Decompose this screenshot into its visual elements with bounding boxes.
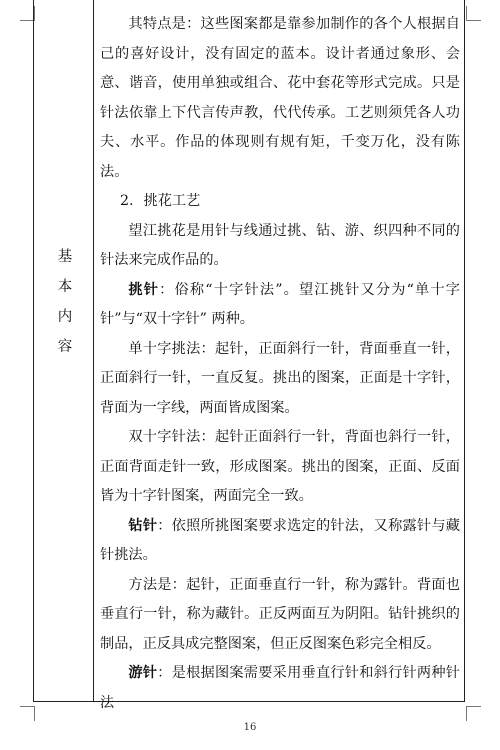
paragraph-double-cross: 双十字针法：起针正面斜行一针，背面也斜行一针，正面背面走针一致，形成图案。挑出的图案，正面、反面皆为十字针图案，两面完全一致。 [100, 429, 460, 504]
row-label-char: 基 [57, 249, 73, 265]
paragraph-youzhen [100, 659, 460, 718]
row-label-char: 容 [57, 339, 73, 355]
crop-mark-bottom-right [466, 706, 481, 721]
paragraph-intro: 望江挑花是用针与线通过挑、钻、游、织四种不同的针法来完成作品的。 [100, 222, 460, 268]
crop-mark-bottom-left [20, 706, 35, 721]
paragraph-zuanzhen [100, 512, 460, 571]
crop-mark-top-right [466, 6, 481, 21]
section-number: 2. [120, 193, 134, 209]
term-youzhen: 游针 [128, 665, 158, 681]
paragraph-tiaozhen-text: ：俗称“十字针法”。望江挑针又分为“单十字针”与“双十字针” 两种。 [100, 281, 460, 327]
row-label-char: 本 [57, 279, 73, 295]
table-column-divider [93, 0, 94, 702]
paragraph-features: 其特点是：这些图案都是靠参加制作的各个人根据自己的喜好设计，没有固定的蓝本。设计者通过象形、会意、谐音，使用单独或组合、花中套花等形式完成。只是针法依靠上下代言传声教，代代传承。工艺则须凭各人功夫、水平。作品的体现则有规有矩，千变万化，没有陈法。 [100, 16, 460, 180]
page-number: 16 [243, 722, 257, 733]
content-cell [100, 10, 460, 718]
term-zuanzhen: 钻针 [128, 517, 158, 534]
paragraph-tiaozhen [100, 276, 460, 335]
paragraph-youzhen-text: ：是根据图案需要采用垂直行针和斜行针两种针法 [100, 665, 460, 711]
paragraph-zuanzhen-text: ：依照所挑图案要求选定的针法，又称露针与藏针挑法。 [100, 517, 460, 563]
paragraph-method: 方法是：起针，正面垂直行一针，称为露针。背面也垂直行一针，称为藏针。正反两面互为阴阳。钻针挑织的制品，正反具成完整图案，但正反图案色彩完全相反。 [100, 576, 460, 652]
row-label-char: 内 [57, 309, 73, 325]
paragraph-single-cross: 单十字挑法：起针，正面斜行一针，背面垂直一针，正面斜行一针，一直反复。挑出的图案，正面是十字针，背面为一字线，两面皆成图案。 [100, 340, 460, 416]
section-title: 挑花工艺 [143, 193, 201, 209]
term-tiaozhen: 挑针 [128, 281, 160, 298]
row-label [52, 242, 78, 362]
section-heading [100, 187, 460, 217]
